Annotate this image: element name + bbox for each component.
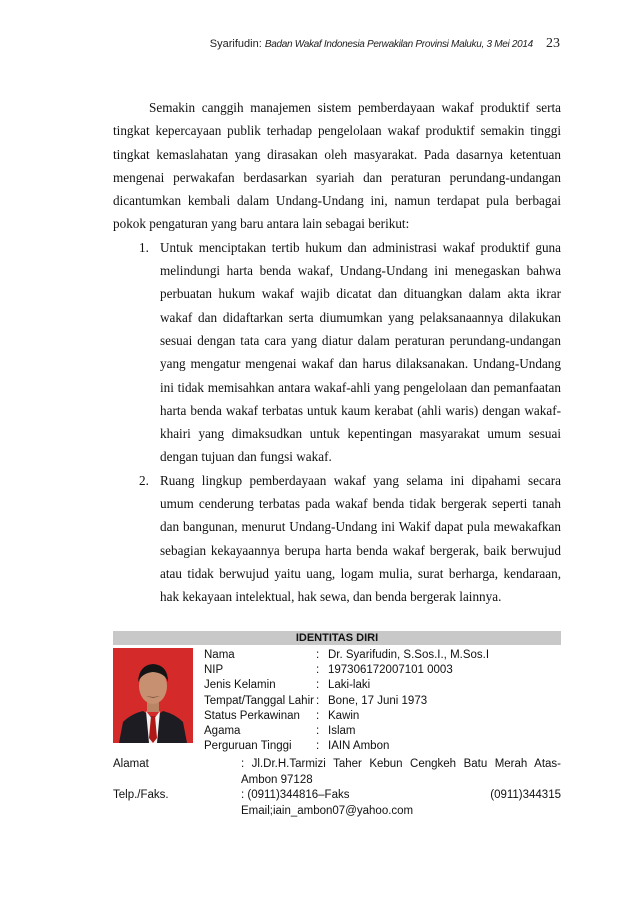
running-header [0, 36, 560, 52]
identity-colon: : [316, 724, 320, 737]
header-author: Syarifudin: [209, 38, 262, 50]
list-item [113, 469, 561, 609]
page-number: 23 [546, 36, 560, 51]
list-item [113, 236, 561, 469]
identity-colon: : [316, 649, 320, 661]
portrait-image [113, 648, 193, 743]
identity-label: Agama [204, 724, 241, 737]
identity-value: Bone, 17 Juni 1973 [328, 694, 428, 707]
identity-value: Islam [328, 724, 356, 737]
identity-colon: : [316, 694, 320, 707]
identity-label: Tempat/Tanggal Lahir [204, 694, 314, 707]
identity-colon: : [316, 740, 320, 753]
author-photo [113, 648, 193, 743]
identity-label: NIP [204, 664, 224, 677]
list-item-text: Ruang lingkup pemberdayaan wakaf yang selama ini dipahami secara umum cenderung terbatas pada wakaf benda tidak bergerak seperti tanah dan bangunan, menurut Undang-Undang ini Wakif dapat pula mewakafkan sebagian kekayaannya berupa harta benda wakaf bergerak, baik berwujud atau tidak berwujud yaitu uang, logam mulia, surat berharga, kendaraan, hak kekayaan intelektual, hak sewa, dan benda bergerak lainnya. [160, 472, 561, 605]
identity-value: 197306172007101 0003 [328, 664, 453, 677]
list-item-number: 2. [139, 472, 149, 488]
email-address: Email;iain_ambon07@yahoo.com [241, 804, 414, 817]
identity-label: Jenis Kelamin [204, 679, 276, 692]
phone-line [241, 788, 561, 804]
identity-colon: : [316, 679, 320, 692]
phone-label: Telp./Faks. [113, 789, 169, 801]
identity-value: IAIN Ambon [328, 740, 390, 753]
numbered-list [113, 236, 561, 609]
identity-row-birth [204, 694, 489, 709]
address-value [241, 757, 561, 788]
identity-table [204, 648, 489, 754]
intro-paragraph: Semakin canggih manajemen sistem pemberdayaan wakaf produktif serta tingkat kepercayaan publik terhadap pengelolaan wakaf produktif semakin tinggi tingkat kemaslahatan yang dirasakan oleh masyarakat. Pada dasarnya ketentuan mengenai perwakafan berdasarkan syariah dan peraturan perundang-undangan dicantumkan kembali dalam Undang-Undang ini, namun terdapat pula berbagai pokok pengaturan yang baru antara lain sebagai berikut: [113, 100, 561, 232]
identity-value: Kawin [328, 709, 360, 722]
identity-row-nip [204, 663, 489, 678]
address-line-1: : Jl.Dr.H.Tarmizi Taher Kebun Cengkeh Batu Merah Atas- [241, 758, 561, 770]
identity-value: Laki-laki [328, 679, 371, 692]
identity-row-religion [204, 724, 489, 739]
phone-value [241, 788, 561, 819]
identity-colon: : [316, 709, 320, 722]
contact-block [113, 757, 561, 819]
header-journal: Badan Wakaf Indonesia Perwakilan Provinsi Maluku, 3 Mei 2014 [264, 39, 533, 50]
body-text [113, 96, 561, 609]
identity-label: Status Perkawinan [204, 709, 300, 722]
address-line-2: Ambon 97128 [241, 773, 313, 786]
identity-label: Perguruan Tinggi [204, 740, 292, 753]
fax-number: (0911)344315 [490, 789, 561, 801]
identity-label: Nama [204, 649, 235, 661]
identity-section-title: IDENTITAS DIRI [113, 631, 561, 645]
identity-value: Dr. Syarifudin, S.Sos.I., M.Sos.I [328, 649, 490, 661]
list-item-number: 1. [139, 239, 149, 255]
identity-colon: : [316, 664, 320, 677]
phone-number: : (0911)344816–Faks [241, 789, 350, 801]
list-item-text: Untuk menciptakan tertib hukum dan administrasi wakaf produktif guna melindungi harta benda wakaf, Undang-Undang ini menegaskan bahwa perbuatan hukum wakaf wajib dicatat dan dituangkan dalam akta ikrar wakaf dan didaftarkan serta diumumkan yang pelaksanaannya dilakukan sesuai dengan tata cara yang diatur dalam peraturan perundang-undangan yang mengatur mengenai wakaf dan harus dilaksanakan. Undang-Undang ini tidak memisahkan antara wakaf-ahli yang pengelolaan dan pemanfaatan harta benda wakaf terbatas untuk kaum kerabat (ahli waris) dengan wakaf-khairi yang dimaksudkan untuk kepentingan masyarakat umum sesuai dengan tujuan dan fungsi wakaf. [160, 239, 561, 465]
identity-row-university [204, 739, 489, 754]
address-row [113, 757, 561, 788]
identity-row-marital [204, 709, 489, 724]
phone-row [113, 788, 561, 819]
address-label: Alamat [113, 758, 149, 770]
identity-row-nama [204, 648, 489, 663]
identity-row-gender [204, 678, 489, 693]
